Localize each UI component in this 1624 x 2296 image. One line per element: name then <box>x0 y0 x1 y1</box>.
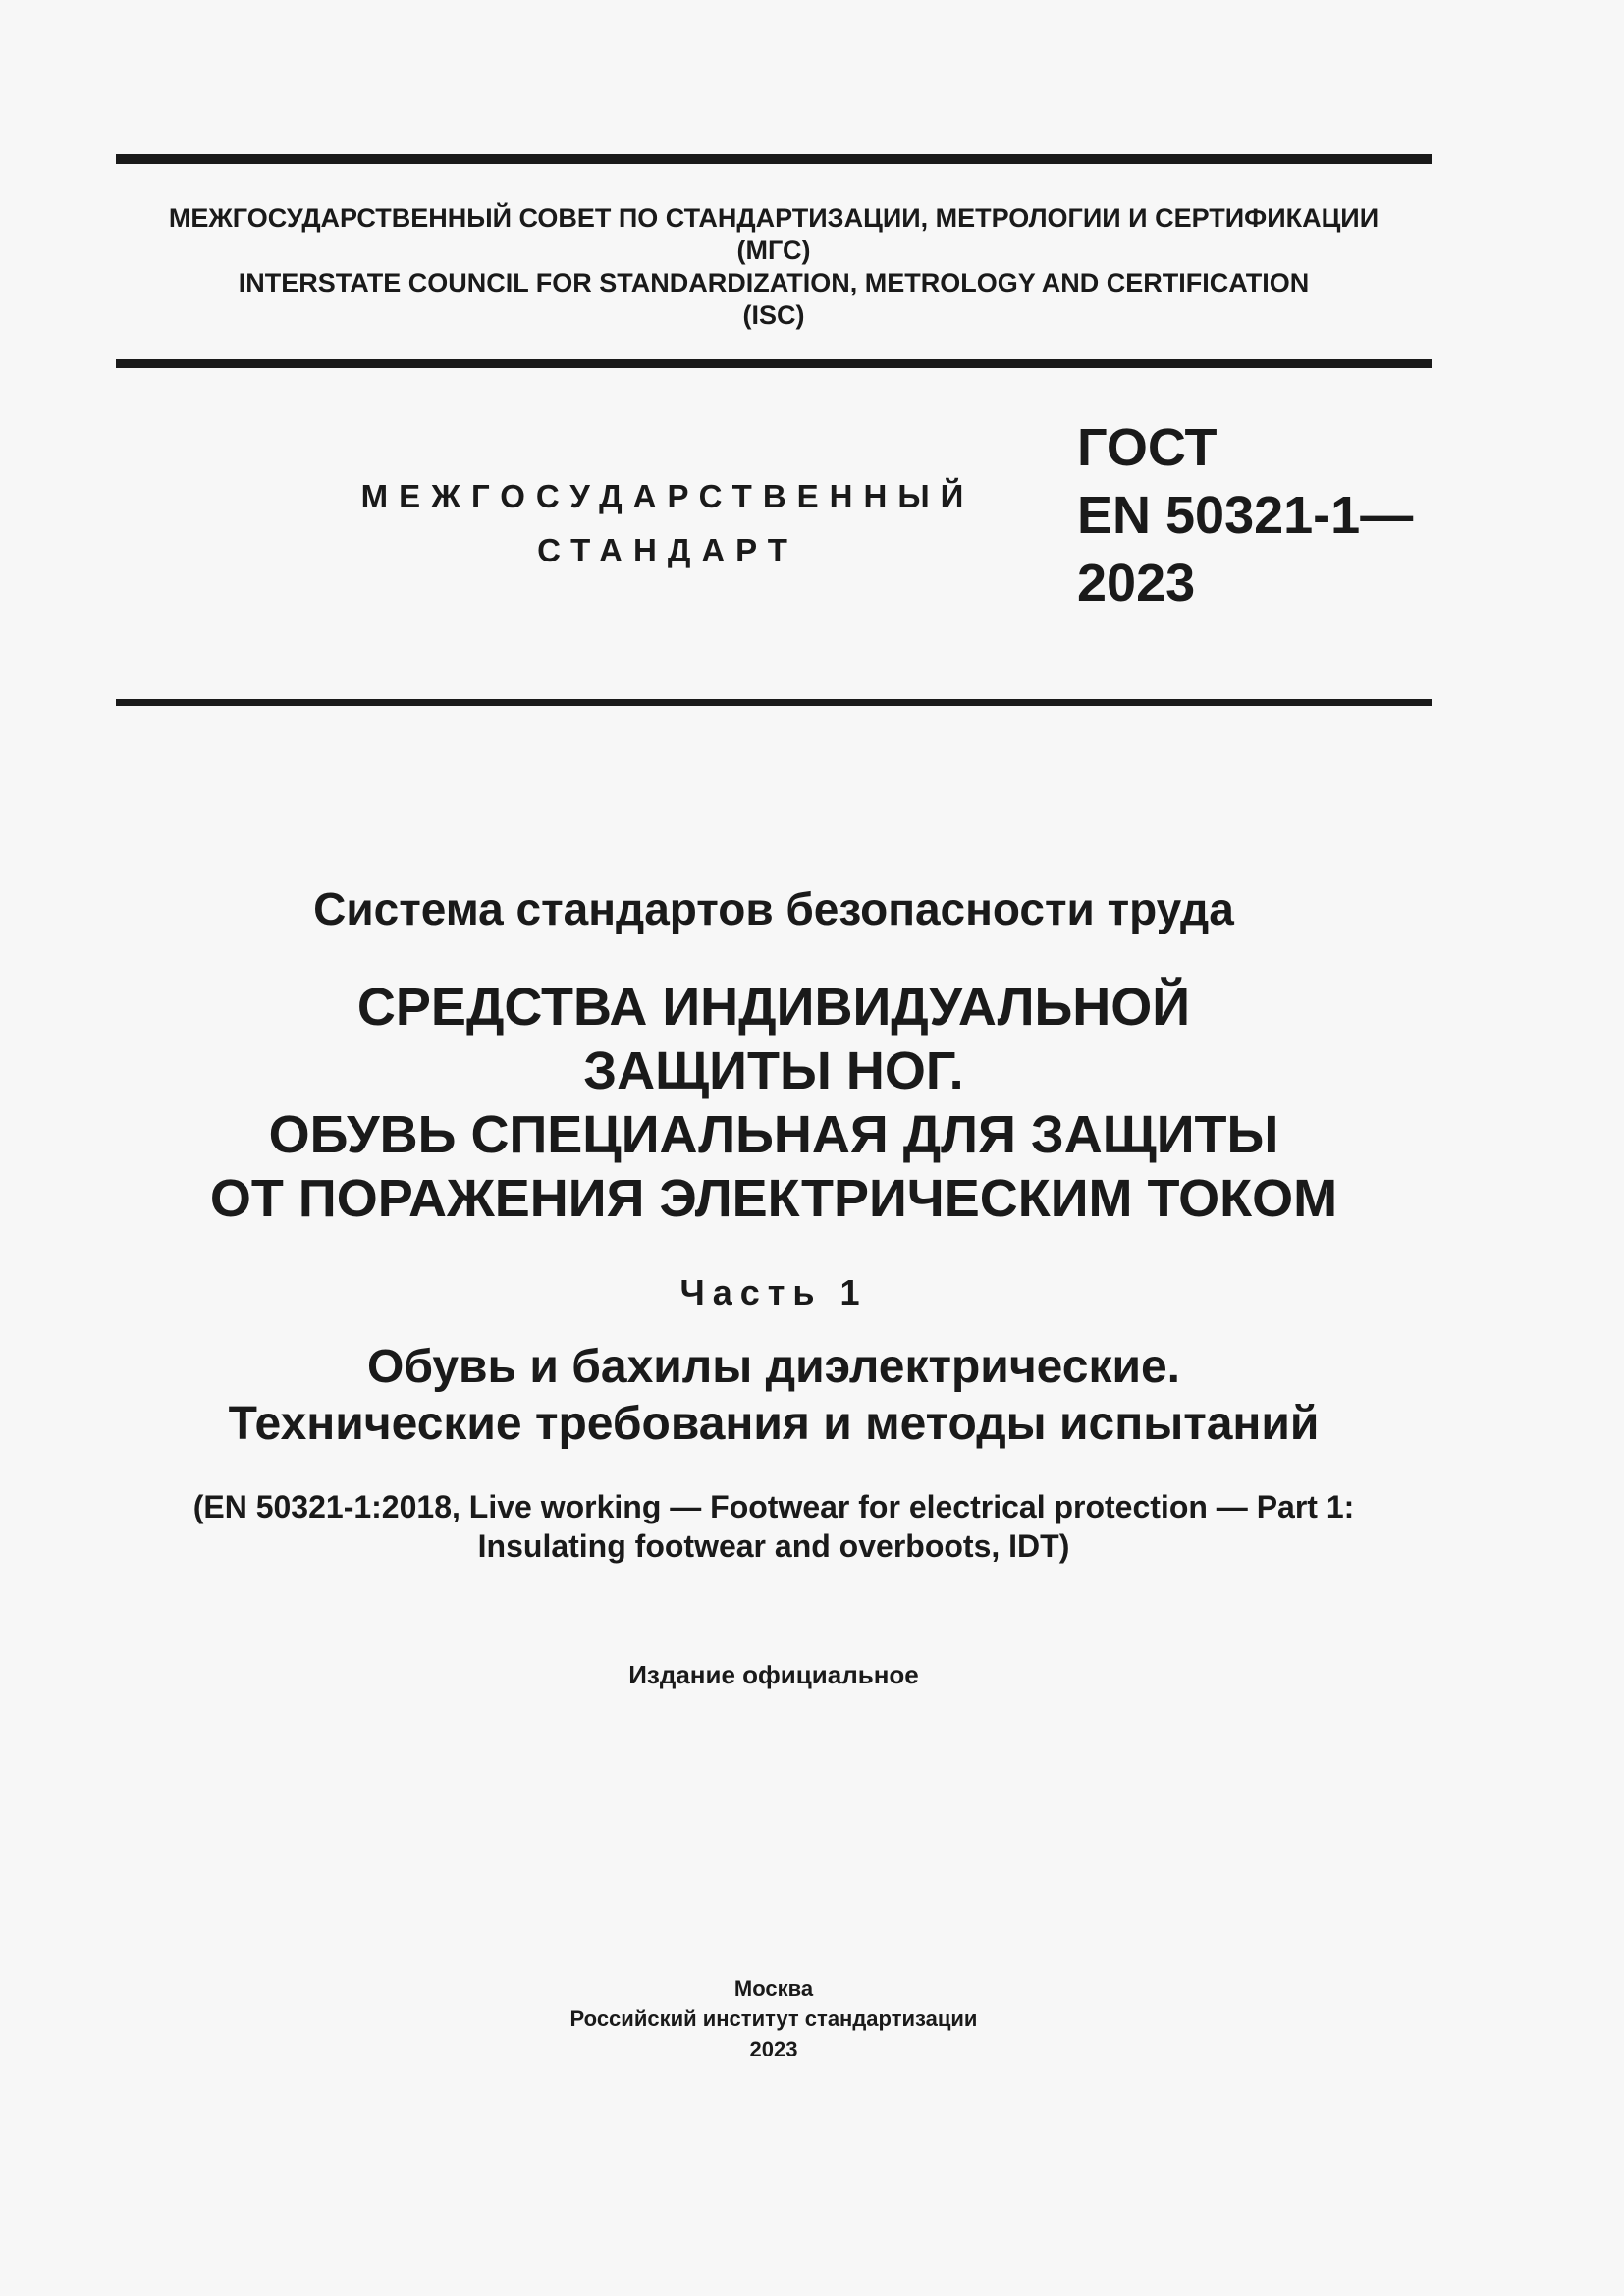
imprint-year: 2023 <box>749 2037 798 2061</box>
series-title: Система стандартов безопасности труда <box>313 883 1234 934</box>
designation-year: 2023 <box>1077 554 1196 613</box>
council-abbr-en: (ISC) <box>742 300 805 330</box>
subtitle-line-1: Обувь и бахилы диэлектрические. <box>367 1341 1180 1393</box>
part-label: Часть 1 <box>679 1272 868 1312</box>
council-header <box>116 202 1432 332</box>
main-title-line-2: ЗАЩИТЫ НОГ. <box>583 1041 964 1100</box>
designation-number: EN 50321-1— <box>1077 486 1414 545</box>
edition-label: Издание официальное <box>628 1660 919 1689</box>
designation-prefix: ГОСТ <box>1077 418 1218 477</box>
standard-type <box>334 469 1001 577</box>
council-name-ru: МЕЖГОСУДАРСТВЕННЫЙ СОВЕТ ПО СТАНДАРТИЗАЦИИ, МЕТРОЛОГИИ И СЕРТИФИКАЦИИ <box>168 203 1380 233</box>
imprint <box>116 1973 1432 2064</box>
lower-rule <box>116 699 1432 706</box>
subtitle <box>116 1339 1432 1453</box>
reference-standard <box>116 1487 1432 1566</box>
subtitle-line-2: Технические требования и методы испытаний <box>228 1398 1320 1450</box>
imprint-city: Москва <box>733 1976 814 2001</box>
imprint-publisher: Российский институт стандартизации <box>569 2006 978 2031</box>
main-title-line-4: ОТ ПОРАЖЕНИЯ ЭЛЕКТРИЧЕСКИМ ТОКОМ <box>209 1169 1338 1228</box>
standard-type-line-1: МЕЖГОСУДАРСТВЕННЫЙ <box>360 478 975 514</box>
main-title-line-1: СРЕДСТВА ИНДИВИДУАЛЬНОЙ <box>356 978 1191 1037</box>
middle-rule <box>116 359 1432 368</box>
main-title-line-3: ОБУВЬ СПЕЦИАЛЬНАЯ ДЛЯ ЗАЩИТЫ <box>268 1105 1279 1164</box>
standard-type-line-2: СТАНДАРТ <box>537 532 798 568</box>
top-rule <box>116 154 1432 164</box>
main-title <box>116 976 1432 1231</box>
standard-designation <box>1077 414 1413 617</box>
reference-line-1: (EN 50321-1:2018, Live working — Footwear for electrical protection — Part 1: <box>192 1489 1355 1524</box>
council-name-en: INTERSTATE COUNCIL FOR STANDARDIZATION, METROLOGY AND CERTIFICATION <box>238 268 1310 297</box>
council-abbr-ru: (МГС) <box>736 236 811 265</box>
reference-line-2: Insulating footwear and overboots, IDT) <box>477 1528 1070 1564</box>
